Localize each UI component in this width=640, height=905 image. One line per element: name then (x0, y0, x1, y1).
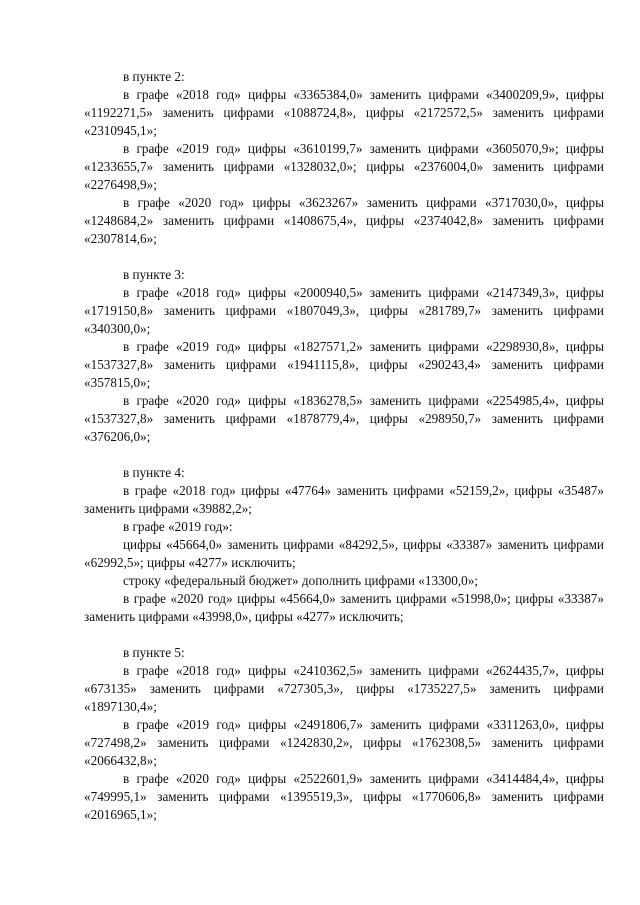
section-item-4 (84, 464, 604, 626)
section-heading: в пункте 5: (123, 645, 185, 660)
section-paragraph: в графе «2020 год» цифры «3623267» заменить цифрами «3717030,0», цифры «1248684,2» заменить цифрами «1408675,4», цифры «2374042,8» заменить цифрами «2307814,6»; (84, 195, 604, 246)
section-paragraph: строку «федеральный бюджет» дополнить цифрами «13300,0»; (123, 573, 478, 588)
section-paragraph: в графе «2020 год» цифры «2522601,9» заменить цифрами «3414484,4», цифры «749995,1» заменить цифрами «1395519,3», цифры «1770606,8» заменить цифрами «2016965,1»; (84, 771, 604, 822)
section-heading: в пункте 3: (123, 267, 185, 282)
section-item-5 (84, 644, 604, 824)
section-paragraph: в графе «2020 год» цифры «1836278,5» заменить цифрами «2254985,4», цифры «1537327,8» заменить цифрами «1878779,4», цифры «298950,7» заменить цифрами «376206,0»; (84, 393, 604, 444)
section-paragraph: в графе «2018 год» цифры «2410362,5» заменить цифрами «2624435,7», цифры «673135» заменить цифрами «727305,3», цифры «1735227,5» заменить цифрами «1897130,4»; (84, 663, 604, 714)
section-item-2 (84, 68, 604, 248)
section-paragraph: в графе «2018 год» цифры «3365384,0» заменить цифрами «3400209,9», цифры «1192271,5» заменить цифрами «1088724,8», цифры «2172572,5» заменить цифрами «2310945,1»; (84, 87, 604, 138)
section-paragraph: в графе «2019 год» цифры «3610199,7» заменить цифрами «3605070,9»; цифры «1233655,7» заменить цифрами «1328032,0»; цифры «2376004,0» заменить цифрами «2276498,9»; (84, 141, 604, 192)
section-paragraph: в графе «2019 год»: (123, 519, 233, 534)
section-heading: в пункте 2: (123, 69, 185, 84)
section-paragraph: в графе «2019 год» цифры «1827571,2» заменить цифрами «2298930,8», цифры «1537327,8» заменить цифрами «1941115,8», цифры «290243,4» заменить цифрами «357815,0»; (84, 339, 604, 390)
document-body (84, 68, 604, 842)
section-paragraph: в графе «2020 год» цифры «45664,0» заменить цифрами «51998,0»; цифры «33387» заменить цифрами «43998,0», цифры «4277» исключить; (84, 591, 604, 624)
section-paragraph: в графе «2018 год» цифры «47764» заменить цифрами «52159,2», цифры «35487» заменить цифрами «39882,2»; (84, 483, 604, 516)
section-item-3 (84, 266, 604, 446)
section-paragraph: в графе «2019 год» цифры «2491806,7» заменить цифрами «3311263,0», цифры «727498,2» заменить цифрами «1242830,2», цифры «1762308,5» заменить цифрами «2066432,8»; (84, 717, 604, 768)
section-paragraph: в графе «2018 год» цифры «2000940,5» заменить цифрами «2147349,3», цифры «1719150,8» заменить цифрами «1807049,3», цифры «281789,7» заменить цифрами «340300,0»; (84, 285, 604, 336)
section-heading: в пункте 4: (123, 465, 185, 480)
section-paragraph: цифры «45664,0» заменить цифрами «84292,5», цифры «33387» заменить цифрами «62992,5»; цифры «4277» исключить; (84, 537, 604, 570)
